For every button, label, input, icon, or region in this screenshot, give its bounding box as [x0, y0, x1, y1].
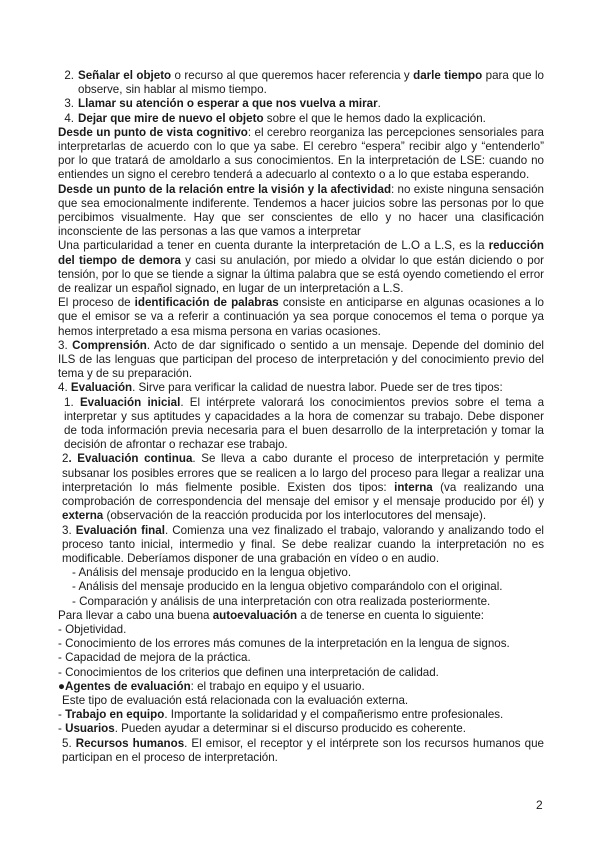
list-item — [58, 112, 544, 126]
list-item: - Objetividad. — [58, 622, 127, 636]
page-number: 2 — [536, 798, 543, 812]
list-item — [58, 97, 544, 111]
paragraph-externa: Este tipo de evaluación está relacionada con la evaluación externa. — [62, 693, 409, 707]
list-item: - Análisis del mensaje producido en la lengua objetivo. — [72, 566, 352, 580]
paragraph-comprension: 3. Comprensión. Acto de dar significado o sentido a un mensaje. Depende del dominio del ILS de las lenguas que participan del proceso de interpretación y del conocimiento previo del tema y de su preparación. — [58, 338, 544, 381]
list-number: 2. — [64, 69, 74, 82]
list-text: Señalar el objeto o recurso al que queremos hacer referencia y darle tiempo para que lo observe, sin hablar al mismo tiempo. — [78, 69, 545, 97]
paragraph-agentes: ●Agentes de evaluación: el trabajo en equipo y el usuario. — [58, 679, 365, 693]
paragraph-usuarios: - Usuarios. Pueden ayudar a determinar si el discurso producido es coherente. — [58, 722, 466, 736]
paragraph-recursos-humanos: 5. Recursos humanos. El emisor, el receptor y el intérprete son los recursos humanos que participan en el proceso de interpretación. — [62, 736, 544, 764]
numbered-list — [58, 69, 544, 126]
list-item — [58, 69, 544, 97]
paragraph-evaluacion: 4. Evaluación. Sirve para verificar la calidad de nuestra labor. Puede ser de tres tipos: — [58, 381, 503, 395]
list-number: 4. — [64, 111, 74, 125]
list-item: - Comparación y análisis de una interpretación con otra realizada posteriormente. — [72, 594, 491, 608]
list-text: Llamar su atención o esperar a que nos vuelva a mirar. — [78, 97, 381, 111]
list-text: Dejar que mire de nuevo el objeto sobre el que le hemos dado la explicación. — [78, 111, 486, 125]
paragraph-cognitivo: Desde un punto de vista cognitivo: el cerebro reorganiza las percepciones sensoriales para interpretarlas de acuerdo con lo que ya sabe. El cerebro “espera” recibir algo y “entenderlo” por lo que tratará de amoldarlo a sus conocimientos. En la interpretación de LSE: cuando no entiendes un signo el cerebro tenderá a adecuarlo al contexto o a lo que estaba esperando. — [58, 125, 544, 182]
paragraph-afectividad: Desde un punto de la relación entre la visión y la afectividad: no existe ninguna sensación que sea emocionalmente indiferente. Tendemos a hacer juicios sobre las personas por lo que percibimos visualmente. Hay que ser conscientes de ello y no hacer una clasificación inconsciente de las personas a las que vamos a interpretar — [58, 182, 544, 239]
list-item: - Conocimiento de los errores más comunes de la interpretación en la lengua de signos. — [58, 637, 510, 651]
paragraph-identificacion: El proceso de identificación de palabras consiste en anticiparse en algunas ocasiones a lo que el emisor se va a referir a continuación ya sea porque conocemos el tema o porque ya hemos interpretado a esa misma persona en varias ocasiones. — [58, 296, 545, 338]
paragraph-particularidad: Una particularidad a tener en cuenta durante la interpretación de L.O a L.S, es la reducción del tiempo de demora y casi su anulación, por miedo a olvidar lo que están diciendo o por tensión, por lo que se tiende a signar la última palabra que se está oyendo cometiendo el error de realizar un español signado, en lugar de un interpretación a L.S. — [58, 239, 545, 296]
paragraph-autoevaluacion: Para llevar a cabo una buena autoevaluación a de tenerse en cuenta lo siguiente: — [58, 608, 485, 622]
paragraph-trabajo-equipo: - Trabajo en equipo. Importante la solidaridad y el compañerismo entre profesionales. — [58, 708, 504, 722]
list-item: - Análisis del mensaje producido en la lengua objetivo comparándolo con el original. — [72, 580, 503, 594]
list-item: - Conocimientos de los criterios que definen una interpretación de calidad. — [58, 665, 439, 679]
list-number: 3. — [64, 97, 74, 111]
evaluacion-inicial: 1. Evaluación inicial. El intérprete valorará los conocimientos previos sobre el tema a interpretar y sus aptitudes y capacidades a la hora de comenzar su trabajo. Debe disponer de toda información previa necesaria para el buen desarrollo de la interpretación y tomar la decisión de afrontar o rechazar ese trabajo. — [64, 395, 545, 452]
evaluacion-continua: 2. Evaluación continua. Se lleva a cabo durante el proceso de interpretación y permite subsanar los posibles errores que se realicen a lo largo del proceso para llegar a realizar una interpretación lo más fielmente posible. Existen dos tipos: interna (va realizando una comprobación de correspondencia del mensaje del emisor y el mensaje producido por él) y externa (observación de la reacción producida por los interlocutores del mensaje). — [62, 452, 545, 523]
list-item: - Capacidad de mejora de la práctica. — [58, 651, 251, 665]
evaluacion-final: 3. Evaluación final. Comienza una vez finalizado el trabajo, valorando y analizando todo el proceso tanto inicial, intermedio y final. Se debe realizar cuando la interpretación no es modificable. Deberíamos disponer de una grabación en vídeo o en audio. — [62, 523, 544, 565]
bullet-icon: ● — [58, 679, 66, 693]
document-page — [58, 69, 544, 765]
